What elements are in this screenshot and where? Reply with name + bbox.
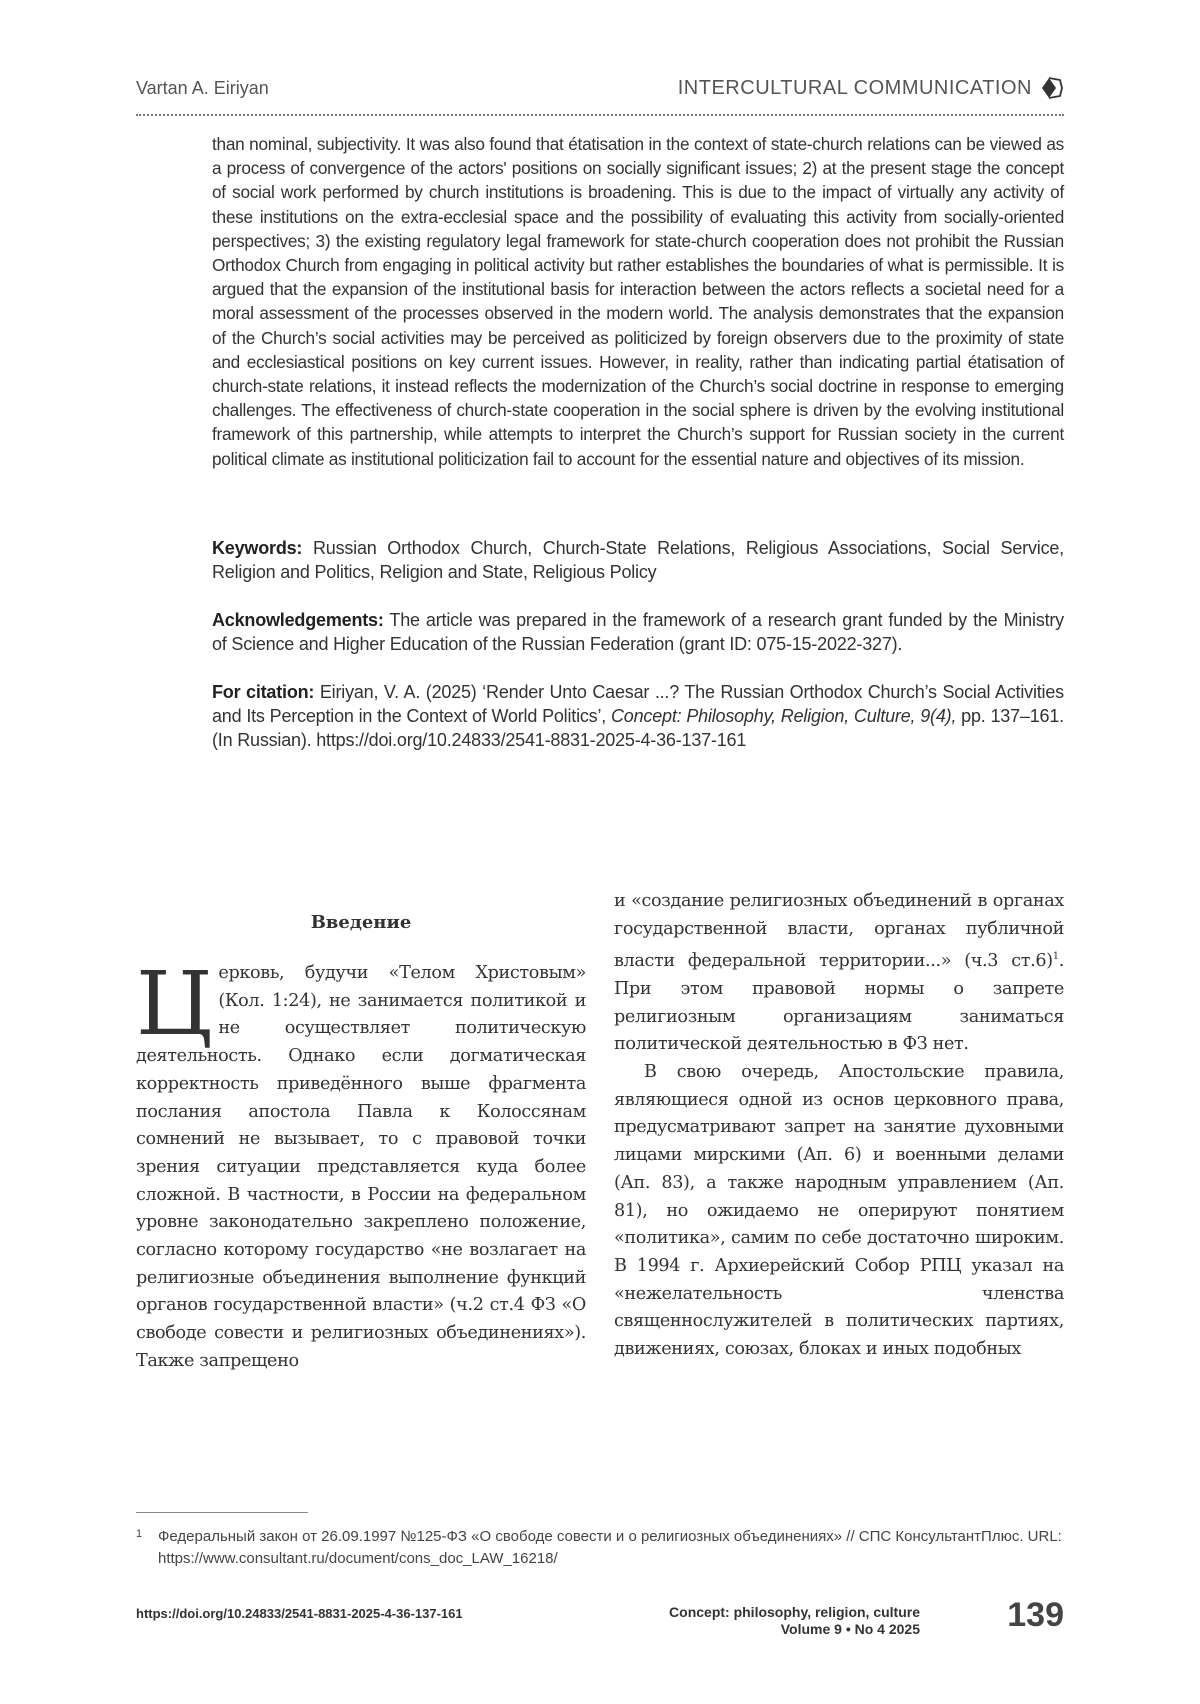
header-divider [136, 114, 1064, 116]
header-section [678, 76, 1064, 100]
drop-cap: Ц [136, 952, 213, 1055]
footnote-ref[interactable]: 1 [1052, 951, 1059, 963]
footnote-number: 1 [136, 1528, 143, 1540]
left-column-text: ерковь, будучи «Телом Христовым» (Кол. 1:24), не занимается политикой и не осуществляет политическую деятельность. Однако если догматическая корректность приведённого выше фрагмента послания апостола Павла к Колоссянам сомнений не вызывает, то с правовой точки зрения ситуации представляется куда более сложной. В частности, в России на федеральном уровне законодательно закреплено положение, согласно которому государство «не возлагает на религиозные объединения выполнение функций органов государственной власти» (ч.2 ст.4 ФЗ «О свободе совести и религиозных объединениях»). Также запрещено [136, 963, 586, 1371]
footer-journal [650, 1604, 920, 1638]
keywords-text: Russian Orthodox Church, Church-State Relations, Religious Associations, Social Service, Religion and Politics, Religion and State, Religious Policy [212, 538, 1064, 582]
acknowledgements-label: Acknowledgements: [212, 610, 384, 630]
footer-doi[interactable]: https://doi.org/10.24833/2541-8831-2025-4-36-137-161 [136, 1606, 463, 1621]
body-column-right [614, 888, 1064, 1364]
right-paragraph-2: В свою очередь, Апостольские правила, являющиеся одной из основ церковного права, предусматривают запрет на занятие духовными лицами мирскими (Ап. 6) и военными делами (Ап. 83), а также народным управлением (Ап. 81), но ожидаемо не оперируют понятием «политика», самим по себе достаточно широким. В 1994 г. Архиерейский Собор РПЦ указал на «нежелательность членства священнослужителей в политических партиях, движениях, союзах, блоках и иных подобных [614, 1062, 1064, 1360]
citation-pages-doi[interactable]: pp. 137–161. (In Russian). https://doi.org/10.24833/2541-8831-2025-4-36-137-161 [212, 706, 1064, 750]
acknowledgements-text: The article was prepared in the framework of a research grant funded by the Ministry of Science and Higher Education of the Russian Federation (grant ID: 075-15-2022-327). [212, 610, 1064, 654]
footnote-divider [136, 1512, 308, 1513]
running-header [136, 78, 1064, 102]
citation-journal: Concept: Philosophy, Religion, Culture, 9(4), [611, 706, 957, 726]
footer-volume: Volume 9 • No 4 2025 [780, 1621, 920, 1637]
right-paragraph-1 [614, 888, 1064, 1059]
abstract [212, 132, 1064, 471]
header-section-label: INTERCULTURAL COMMUNICATION [677, 76, 1032, 99]
citation-label: For citation: [212, 682, 315, 702]
right-paragraph-1-text: и «создание религиозных объединений в органах государственной власти, органах публичной власти федеральной территории...» (ч.3 ст.6) [614, 891, 1064, 972]
citation [212, 680, 1064, 752]
citation-text: Eiriyan, V. A. (2025) ‘Render Unto Caesar ...? The Russian Orthodox Church’s Social Activities and Its Perception in the Context of World Politics’, [212, 682, 1064, 726]
keywords [212, 536, 1064, 584]
page-number: 139 [1007, 1596, 1064, 1634]
footnote-text: Федеральный закон от 26.09.1997 №125-ФЗ «О свободе совести и о религиозных объединениях» // СПС КонсультантПлюс. URL: https://www.consultant.ru/document/cons_doc_LAW_16218/ [158, 1528, 1062, 1567]
acknowledgements [212, 608, 1064, 656]
journal-logo-icon [1038, 76, 1064, 100]
footnote [136, 1526, 1064, 1570]
footer-journal-title: Concept: philosophy, religion, culture [669, 1604, 920, 1620]
abstract-text: than nominal, subjectivity. It was also found that étatisation in the context of state-church relations can be viewed as a process of convergence of the actors' positions on socially significant issues; 2) at the present stage the concept of social work performed by church institutions is broadening. This is due to the impact of virtually any activity of these institutions on the extra-ecclesial space and the possibility of evaluating this activity from socially-oriented perspectives; 3) the existing regulatory legal framework for state-church cooperation does not prohibit the Russian Orthodox Church from engaging in political activity but rather establishes the boundaries of what is permissible. It is argued that the expansion of the institutional basis for interaction between the actors reflects a societal need for a moral assessment of the processes observed in the modern world. The analysis demonstrates that the expansion of the Church’s social activities may be perceived as politicized by foreign observers due to the proximity of state and ecclesiastical positions on key current issues. However, in reality, rather than indicating partial étatisation of church-state relations, it instead reflects the modernization of the Church’s social doctrine in response to emerging challenges. The effectiveness of church-state cooperation in the social sphere is driven by the evolving institutional framework of this partnership, while attempts to interpret the Church’s support for Russian society in the current political climate as institutional politicization fail to account for the essential nature and objectives of its mission. [212, 134, 1064, 469]
header-author: Vartan A. Eiriyan [136, 78, 269, 98]
body-column-left [136, 952, 586, 1376]
right-paragraph-1-tail: . При этом правовой нормы о запрете религиозным организациям заниматься политической деятельностью в ФЗ нет. [614, 951, 1064, 1055]
keywords-label: Keywords: [212, 538, 303, 558]
section-title: Введение [310, 912, 412, 933]
